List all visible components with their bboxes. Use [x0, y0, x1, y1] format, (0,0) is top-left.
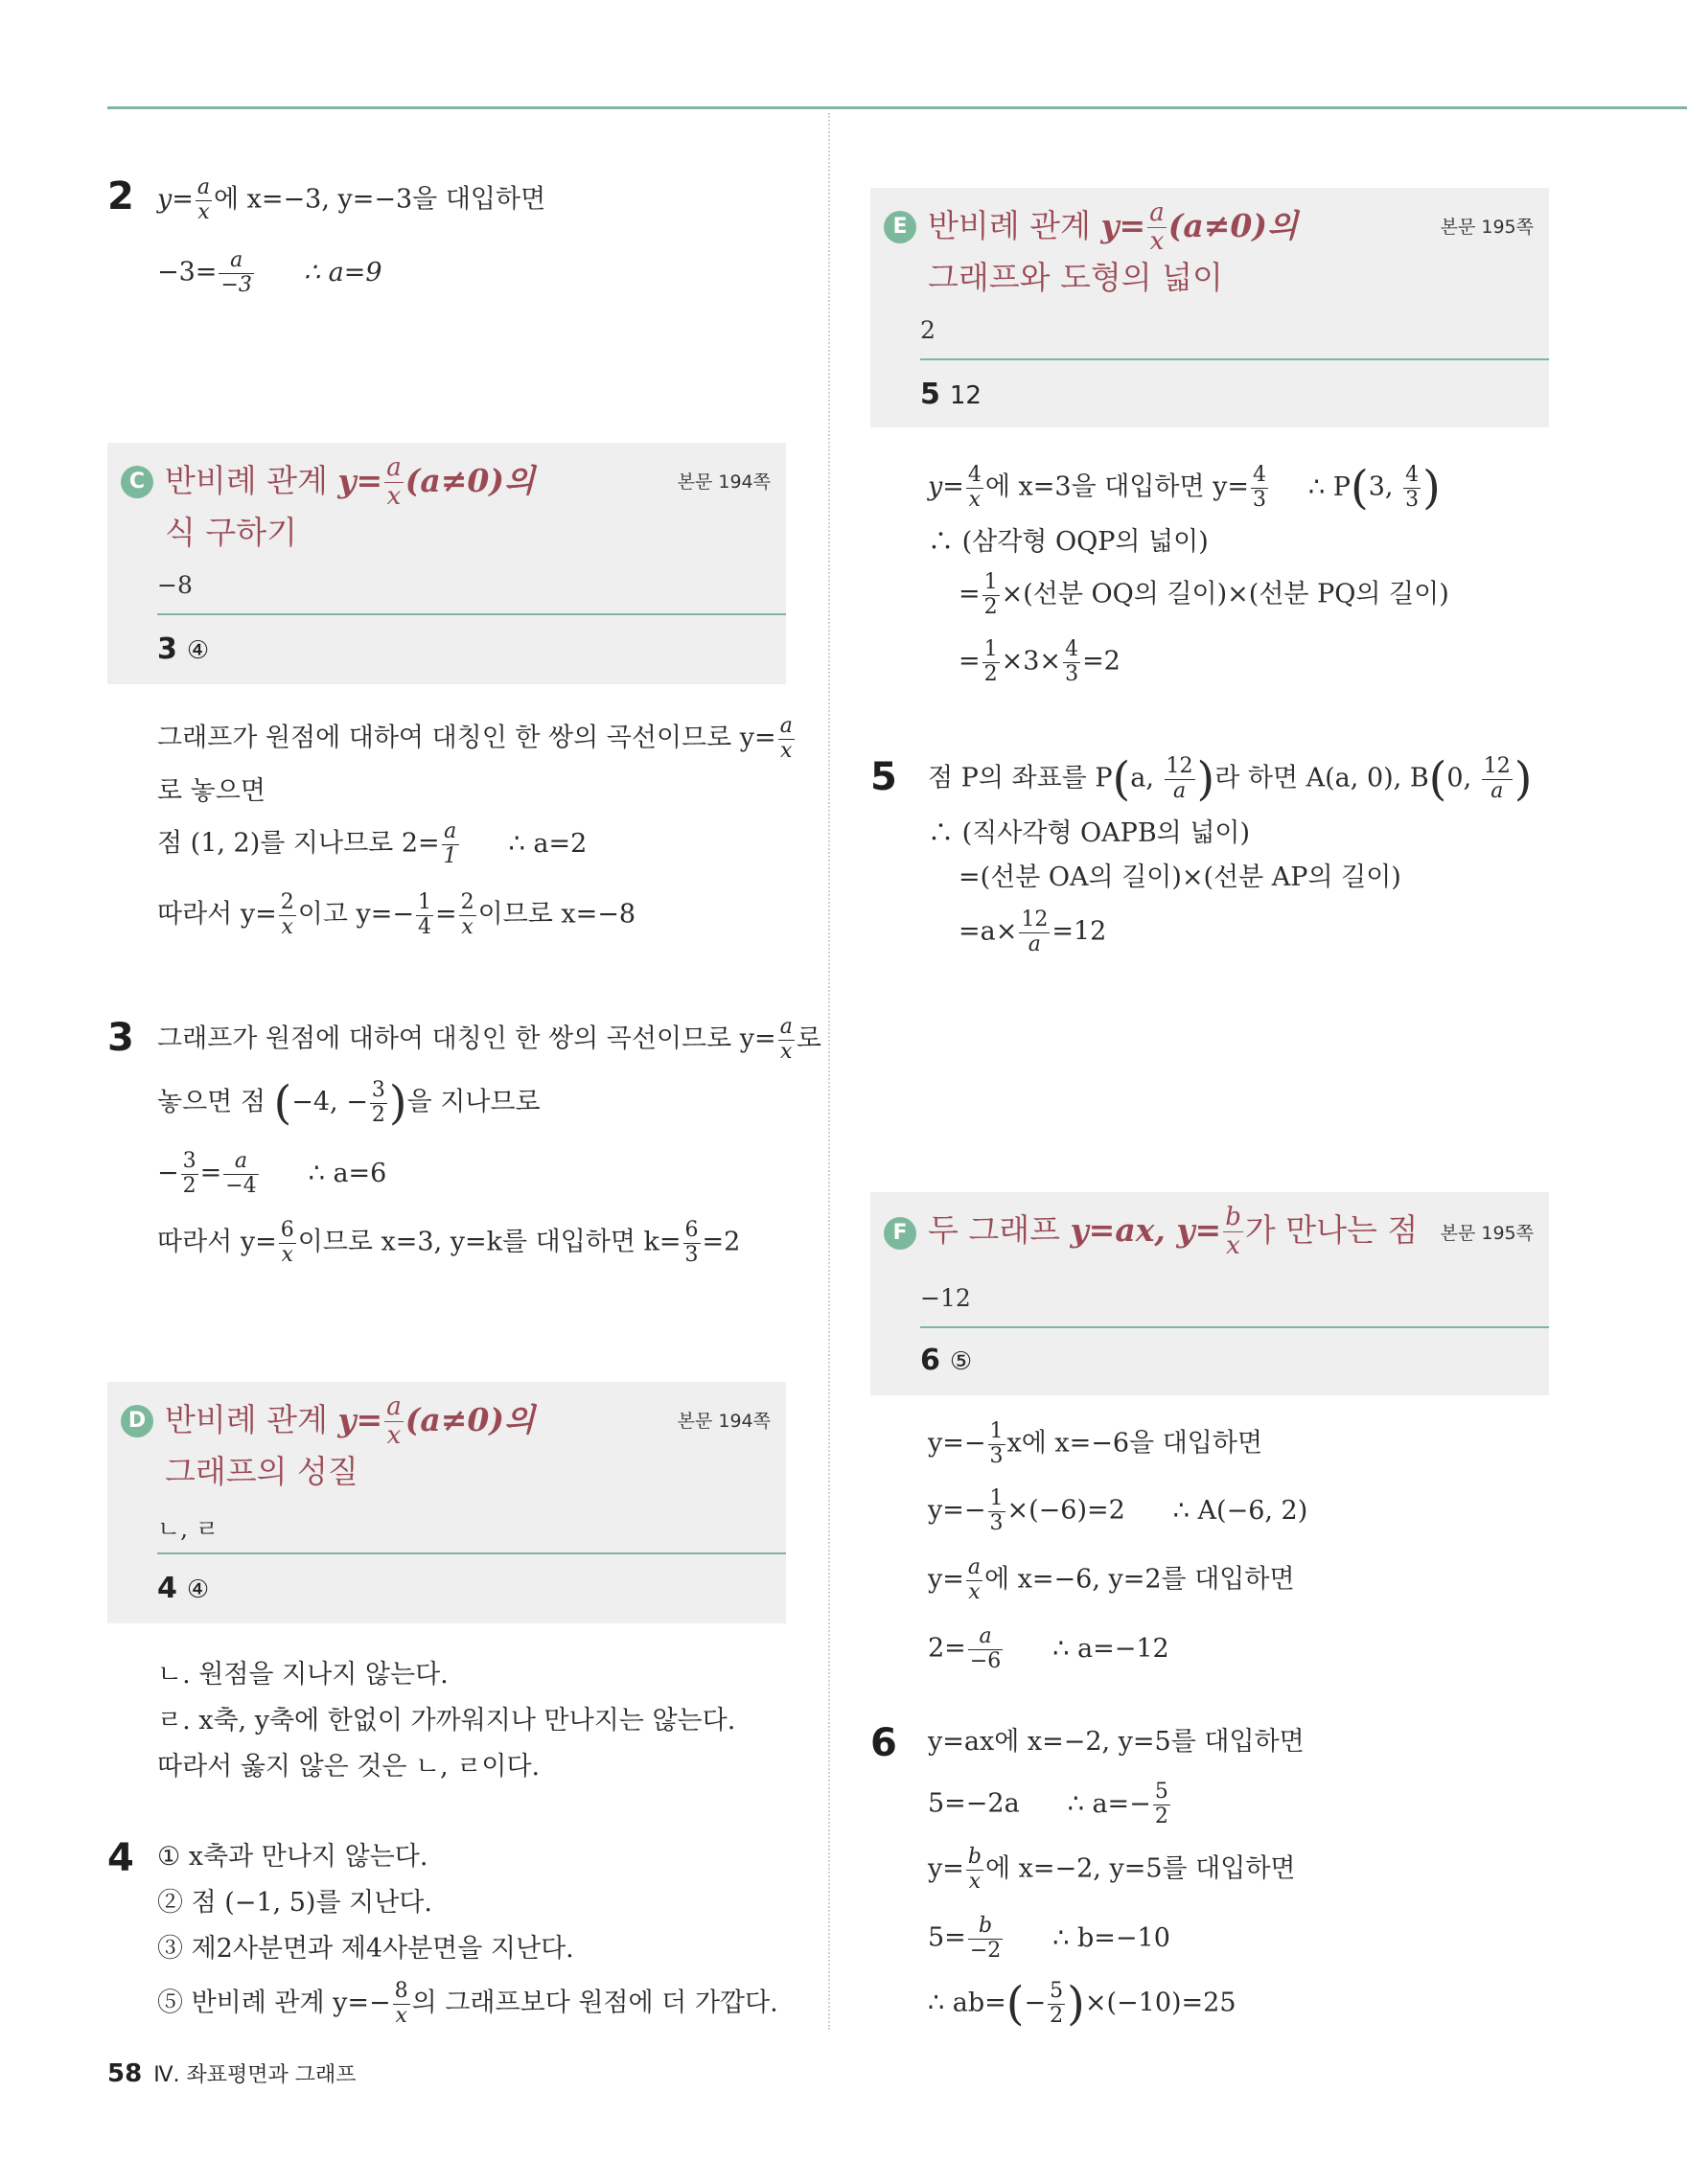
- solution-line: y= $\frac{b}{x}$ 에 x=−2, y=5를 대입하면: [928, 1845, 1296, 1894]
- problem-number: 5: [870, 755, 897, 799]
- box-rule: [920, 1326, 1549, 1328]
- fraction: $\frac{5}{2}$: [1050, 1979, 1064, 2028]
- fraction: $\frac{a}{x}$: [386, 1392, 402, 1451]
- fraction: $\frac{12}{a}$: [1166, 754, 1193, 803]
- box-value: ㄴ, ㄹ: [157, 1515, 220, 1543]
- fraction: $\frac{a}{-6}$: [969, 1624, 1002, 1673]
- solution-line: ② 점 (−1, 5)를 지난다.: [157, 1888, 432, 1918]
- page-reference: 본문 194쪽: [677, 471, 771, 493]
- solution-line: 5= $\frac{b}{-2}$ ∴ b=−10: [928, 1914, 1170, 1963]
- solution-line: y=ax에 x=−2, y=5를 대입하면: [928, 1727, 1305, 1757]
- box-answer: 4 ④: [157, 1572, 210, 1605]
- solution-line: y= $\frac{a}{x}$ 에 x=−3, y=−3을 대입하면: [157, 175, 546, 224]
- fraction: $\frac{4}{3}$: [1405, 463, 1420, 512]
- fraction: $\frac{6}{x}$: [280, 1218, 294, 1267]
- solution-line: 그래프가 원점에 대하여 대칭인 한 쌍의 곡선이므로 y= $\frac{a}{x}$ 로: [157, 1015, 821, 1064]
- box-rule: [157, 1552, 786, 1554]
- solution-line: ∴ (직사각형 OAPB의 넓이): [928, 818, 1251, 848]
- solution-line: − $\frac{3}{2}$ = $\frac{a}{-4}$ ∴ a=6: [157, 1149, 387, 1198]
- box-title-line2: 그래프와 도형의 넓이: [928, 259, 1223, 296]
- column-divider: [828, 113, 830, 2030]
- solution-line: y= $\frac{4}{x}$ 에 x=3을 대입하면 y= $\frac{4}{3}$ ∴ P(3, $\frac{4}{3}$ ): [928, 461, 1441, 516]
- chapter-title: Ⅳ. 좌표평면과 그래프: [153, 2063, 357, 2087]
- fraction: $\frac{4}{3}$: [1253, 463, 1267, 512]
- fraction: $\frac{1}{4}$: [417, 890, 431, 939]
- fraction: $\frac{1}{2}$: [983, 637, 998, 686]
- box-value: 2: [920, 316, 936, 344]
- solution-line: =a× $\frac{12}{a}$ =12: [959, 908, 1107, 956]
- solution-line: = $\frac{1}{2}$ ×3× $\frac{4}{3}$ =2: [959, 637, 1121, 686]
- fraction: $\frac{1}{3}$: [989, 1419, 1004, 1468]
- solution-line: 로 놓으면: [157, 776, 266, 806]
- solution-line: 5=−2a ∴ a=− $\frac{5}{2}$: [928, 1780, 1168, 1828]
- solution-line: ③ 제2사분면과 제4사분면을 지난다.: [157, 1934, 574, 1964]
- box-rule: [920, 358, 1549, 360]
- badge-f: F: [884, 1217, 916, 1250]
- box-answer: 6 ⑤: [920, 1344, 973, 1377]
- top-rule: [107, 106, 1687, 109]
- fraction: $\frac{6}{3}$: [684, 1218, 699, 1267]
- solution-line: = $\frac{1}{2}$ ×(선분 OQ의 길이)×(선분 PQ의 길이): [959, 570, 1449, 619]
- solution-line: 따라서 y= $\frac{2}{x}$ 이고 y=− $\frac{1}{4}$ = $\frac{2}{x}$ 이므로 x=−8: [157, 890, 636, 939]
- fraction: $\frac{12}{a}$: [1483, 754, 1511, 803]
- fraction: $\frac{4}{3}$: [1065, 637, 1079, 686]
- page-reference: 본문 194쪽: [677, 1411, 771, 1432]
- box-title: 반비례 관계 y= $\frac{a}{x}$ (a≠0)의: [165, 1392, 535, 1451]
- fraction: $\frac{a}{x}$: [779, 1015, 793, 1064]
- fraction: $\frac{a}{-4}$: [225, 1149, 257, 1198]
- solution-line: ∴ ab=(− $\frac{5}{2}$ )×(−10)=25: [928, 1977, 1236, 2032]
- page-footer: [107, 2058, 357, 2088]
- page-number: 58: [107, 2059, 143, 2088]
- box-answer: 3 ④: [157, 632, 210, 666]
- badge-c: C: [121, 466, 153, 498]
- fraction: $\frac{a}{x}$: [967, 1555, 982, 1604]
- fraction: $\frac{1}{2}$: [983, 570, 998, 619]
- box-title: 반비례 관계 y= $\frac{a}{x}$ (a≠0)의: [928, 198, 1298, 257]
- solution-line: −3= $\frac{a}{-3}$ ∴ a=9: [157, 248, 382, 297]
- fraction: $\frac{a}{-3}$: [220, 248, 252, 297]
- solution-line: 그래프가 원점에 대하여 대칭인 한 쌍의 곡선이므로 y= $\frac{a}{x}$: [157, 714, 793, 763]
- problem-number: 3: [107, 1016, 134, 1060]
- page-reference: 본문 195쪽: [1440, 217, 1534, 238]
- concept-box-e: [870, 188, 1549, 427]
- concept-box-d: [107, 1382, 786, 1623]
- problem-number: 2: [107, 174, 134, 218]
- problem-number: 4: [107, 1836, 134, 1880]
- solution-line: ⑤ 반비례 관계 y=− $\frac{8}{x}$ 의 그래프보다 원점에 더 가깝다.: [157, 1979, 778, 2028]
- solution-line: ㄹ. x축, y축에 한없이 가까워지나 만나지는 않는다.: [157, 1706, 736, 1736]
- box-value: −8: [157, 571, 193, 599]
- box-rule: [157, 613, 786, 615]
- solution-line: 점 (1, 2)를 지나므로 2= $\frac{a}{1}$ ∴ a=2: [157, 819, 588, 868]
- box-value: −12: [920, 1284, 971, 1312]
- fraction: $\frac{a}{x}$: [196, 175, 211, 224]
- solution-line: y= $\frac{a}{x}$ 에 x=−6, y=2를 대입하면: [928, 1555, 1295, 1604]
- fraction: $\frac{b}{x}$: [1225, 1203, 1241, 1261]
- fraction: $\frac{b}{-2}$: [969, 1914, 1002, 1963]
- fraction: $\frac{12}{a}$: [1021, 908, 1049, 956]
- fraction: $\frac{2}{x}$: [280, 890, 294, 939]
- problem-number: 6: [870, 1721, 897, 1765]
- fraction: $\frac{1}{3}$: [989, 1486, 1004, 1535]
- fraction: $\frac{8}{x}$: [394, 1979, 408, 2028]
- solution-line: y=− $\frac{1}{3}$ ×(−6)=2 ∴ A(−6, 2): [928, 1486, 1308, 1535]
- fraction: $\frac{3}{2}$: [371, 1078, 385, 1127]
- solution-line: ∴ (삼각형 OQP의 넓이): [928, 527, 1209, 557]
- fraction: $\frac{a}{x}$: [386, 453, 402, 512]
- solution-line: ㄴ. 원점을 지나지 않는다.: [157, 1660, 449, 1690]
- fraction: $\frac{2}{x}$: [460, 890, 474, 939]
- box-title: 반비례 관계 y= $\frac{a}{x}$ (a≠0)의: [165, 453, 535, 512]
- fraction: $\frac{3}{2}$: [182, 1149, 196, 1198]
- concept-box-f: [870, 1192, 1549, 1395]
- badge-d: D: [121, 1405, 153, 1437]
- solution-line: 놓으면 점 (−4, − $\frac{3}{2}$ )을 지나므로: [157, 1076, 541, 1131]
- box-title: 두 그래프 y=ax, y= $\frac{b}{x}$ 가 만나는 점: [928, 1203, 1419, 1261]
- solution-line: 따라서 옳지 않은 것은 ㄴ, ㄹ이다.: [157, 1752, 541, 1782]
- fraction: $\frac{b}{x}$: [967, 1845, 982, 1894]
- fraction: $\frac{4}{x}$: [967, 463, 982, 512]
- solution-line: 따라서 y= $\frac{6}{x}$ 이므로 x=3, y=k를 대입하면 k= $\frac{6}{3}$ =2: [157, 1218, 741, 1267]
- solution-line: =(선분 OA의 길이)×(선분 AP의 길이): [959, 862, 1401, 892]
- fraction: $\frac{a}{x}$: [779, 714, 793, 763]
- fraction: $\frac{5}{2}$: [1154, 1780, 1168, 1828]
- box-title-line2: 식 구하기: [165, 514, 298, 551]
- page-reference: 본문 195쪽: [1440, 1223, 1534, 1244]
- solution-line: 점 P의 좌표를 P(a, $\frac{12}{a}$ )라 하면 A(a, 0), B(0, $\frac{12}{a}$ ): [928, 752, 1533, 807]
- concept-box-c: [107, 443, 786, 684]
- box-answer: 5 12: [920, 378, 982, 411]
- fraction: $\frac{a}{1}$: [443, 819, 457, 868]
- badge-e: E: [884, 211, 916, 243]
- box-title-line2: 그래프의 성질: [165, 1453, 358, 1490]
- solution-line: ① x축과 만나지 않는다.: [157, 1842, 428, 1872]
- solution-line: y=− $\frac{1}{3}$ x에 x=−6을 대입하면: [928, 1419, 1263, 1468]
- solution-line: 2= $\frac{a}{-6}$ ∴ a=−12: [928, 1624, 1169, 1673]
- fraction: $\frac{a}{x}$: [1149, 198, 1165, 257]
